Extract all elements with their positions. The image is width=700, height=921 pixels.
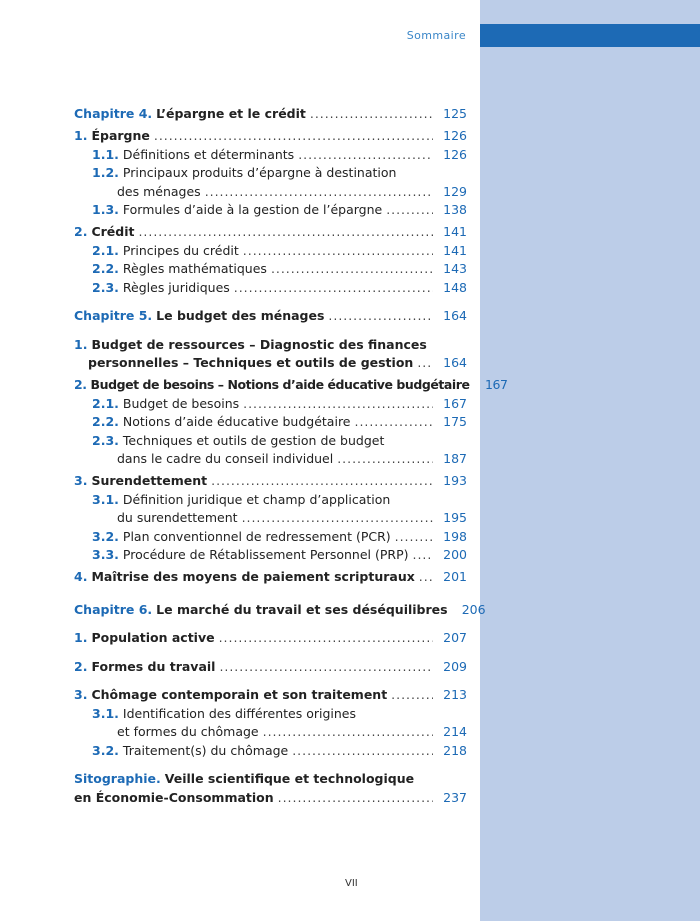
toc-subsection[interactable]: 1.2. Principaux produits d’épargne à destination	[92, 165, 397, 180]
toc-section[interactable]: 4. Maîtrise des moyens de paiement scripturaux . . . 201	[74, 568, 467, 587]
sitography-title: Veille scientifique et technologique	[164, 771, 415, 786]
sitography-page: 237	[443, 789, 467, 805]
toc-section[interactable]: 2. Formes du travail . . . 209	[74, 658, 467, 677]
toc-subsection-continuation[interactable]: et formes du chômage . . . 214	[74, 723, 467, 742]
toc-subsection[interactable]: 2.1. Principes du crédit . . . 141	[74, 242, 467, 261]
chapter-4-page: 125	[443, 106, 467, 121]
toc-subsection-continuation[interactable]: du surendettement . . . 195	[74, 509, 467, 528]
sitography-continuation[interactable]: en Économie-Consommation . . . 237	[74, 789, 467, 808]
side-panel	[480, 0, 700, 921]
toc-subsection[interactable]: 1.3. Formules d’aide à la gestion de l’épargne . . . 138	[74, 201, 467, 220]
chapter-6-heading[interactable]	[74, 601, 486, 620]
chapter-5-label: Chapitre 5.	[74, 308, 153, 323]
toc-section[interactable]: 1. Épargne . . . 126	[74, 127, 467, 146]
chapter-5-title: Le budget des ménages	[156, 308, 325, 323]
toc-subsection-continuation[interactable]: des ménages . . . 129	[74, 183, 467, 202]
toc-subsection[interactable]: 3.1. Définition juridique et champ d’application	[92, 491, 391, 507]
chapter-4-heading[interactable]	[74, 105, 467, 124]
toc-subsection[interactable]: 2.2. Notions d’aide éducative budgétaire . . . 175	[74, 413, 467, 432]
toc-section[interactable]: 3. Chômage contemporain et son traitement . . . 213	[74, 686, 467, 705]
chapter-4-label: Chapitre 4.	[74, 106, 153, 121]
toc-subsection[interactable]: 2.2. Règles mathématiques . . . 143	[74, 260, 467, 279]
toc-subsection[interactable]: 2.1. Budget de besoins . . . 167	[74, 395, 467, 414]
toc-subsection[interactable]: 3.3. Procédure de Rétablissement Personnel (PRP) . . . 200	[74, 546, 467, 565]
chapter-4-title: L’épargne et le crédit	[156, 106, 306, 121]
toc-section[interactable]: 1. Budget de ressources – Diagnostic des finances	[74, 336, 427, 352]
table-of-contents	[74, 105, 508, 807]
chapter-5-page: 164	[443, 308, 467, 323]
toc-subsection[interactable]: 3.2. Plan conventionnel de redressement (PCR) . . . 198	[74, 528, 467, 547]
chapter-6-page: 206	[461, 601, 486, 617]
side-header-bar	[480, 24, 700, 47]
toc-section-continuation[interactable]: personnelles – Techniques et outils de gestion . . . 164	[74, 354, 467, 373]
toc-section[interactable]: 2. Crédit . . . 141	[74, 223, 467, 242]
toc-section[interactable]: 3. Surendettement . . . 193	[74, 472, 467, 491]
page-number: VII	[345, 878, 358, 889]
toc-subsection[interactable]: 3.2. Traitement(s) du chômage . . . 218	[74, 742, 467, 761]
toc-subsection[interactable]: 2.3. Techniques et outils de gestion de budget	[92, 432, 385, 448]
toc-subsection[interactable]: 3.1. Identification des différentes origines	[92, 705, 357, 721]
toc-subsection[interactable]: 2.3. Règles juridiques . . . 148	[74, 279, 467, 298]
chapter-6-title: Le marché du travail et ses déséquilibres	[156, 601, 448, 617]
toc-section[interactable]: 2. Budget de besoins – Notions d’aide éducative budgétaire 167	[74, 377, 508, 392]
sitography-label: Sitographie.	[74, 771, 161, 786]
header-title: Sommaire	[406, 29, 466, 42]
toc-section[interactable]: 1. Population active . . . 207	[74, 629, 467, 648]
chapter-5-heading[interactable]	[74, 307, 467, 326]
toc-subsection[interactable]: 1.1. Définitions et déterminants . . . 126	[74, 146, 467, 165]
sitography-heading[interactable]	[74, 770, 467, 789]
toc-subsection-continuation[interactable]: dans le cadre du conseil individuel . . . 187	[74, 450, 467, 469]
chapter-6-label: Chapitre 6.	[74, 601, 153, 617]
